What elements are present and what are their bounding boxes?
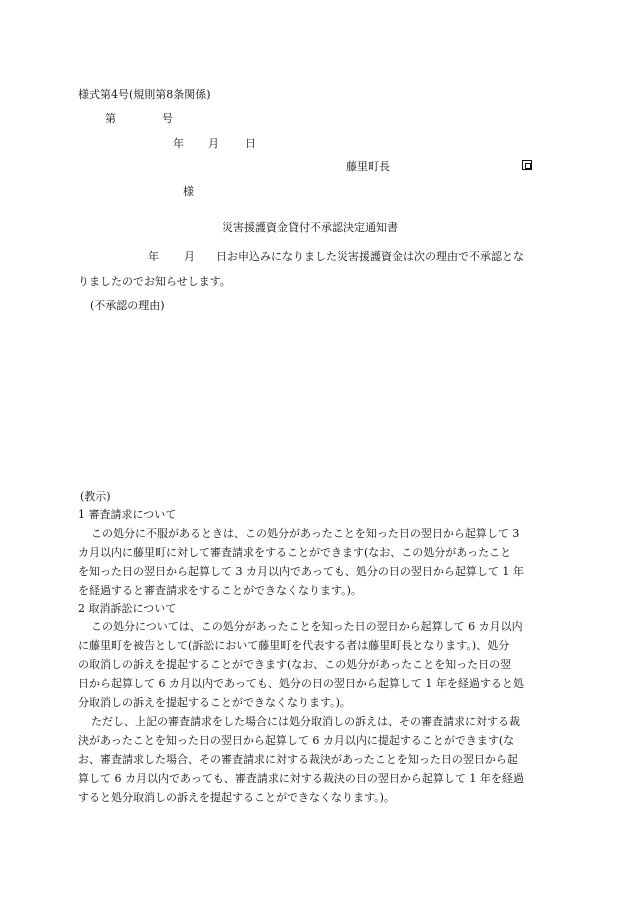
intro-year: 年 [148, 250, 159, 263]
sender-title: 藤里町長 [346, 160, 390, 173]
notice-heading: (教示) [80, 490, 111, 503]
section2-line: 決があったことを知った日の翌日から起算して 6 カ月以内に提起することができます(な [78, 734, 515, 747]
section2-line: この処分については、この処分があったことを知った日の翌日から起算して 6 カ月以内 [91, 620, 523, 633]
section2-line: 分取消しの訴えを提起することができなくなります。)。 [78, 696, 351, 709]
intro-month: 月 [184, 250, 195, 263]
section2-line: に藤里町を被告として(訴訟において藤里町を代表する者は藤里町長となります。)、処分 [78, 639, 510, 652]
date-month: 月 [208, 137, 219, 150]
number-prefix: 第 [105, 112, 116, 125]
section2-line: の取消しの訴えを提起することができます(なお、この処分があったことを知った日の翌 [78, 658, 512, 671]
section2-line: 日から起算して 6 カ月以内であっても、処分の日の翌日から起算して 1 年を経過すると処 [78, 677, 524, 690]
intro-line-2: りましたのでお知らせします。 [78, 275, 231, 288]
section2-line: 算して 6 カ月以内であっても、審査請求に対する裁決の日の翌日から起算して 1 年を経過 [78, 772, 524, 785]
section1-line: カ月以内に藤里町に対して審査請求をすることができます(なお、この処分があったこと [78, 546, 512, 559]
form-label: 様式第4号(規則第8条関係) [78, 88, 211, 101]
recipient-honorific: 様 [183, 185, 194, 198]
section1-line: を経過すると審査請求をすることができなくなります。)。 [78, 584, 362, 597]
section2-heading: 2 取消訴訟について [78, 602, 177, 615]
document-title: 災害援護資金貸付不承認決定通知書 [222, 221, 398, 234]
section2-line: すると処分取消しの訴えを提起することができなくなります。)。 [78, 791, 395, 804]
date-day: 日 [245, 137, 256, 150]
seal-icon [522, 160, 532, 170]
section1-line: この処分に不服があるときは、この処分があったことを知った日の翌日から起算して 3 [91, 527, 520, 540]
section2-line: ただし、上記の審査請求をした場合には処分取消しの訴えは、その審査請求に対する裁 [91, 715, 520, 728]
number-suffix: 号 [162, 112, 173, 125]
section1-line: を知った日の翌日から起算して 3 カ月以内であっても、処分の日の翌日から起算して 1 年 [78, 565, 524, 578]
intro-line-1: 日お申込みになりました災害援護資金は次の理由で不承認とな [216, 250, 524, 263]
date-year: 年 [173, 137, 184, 150]
section1-heading: 1 審査請求について [78, 508, 177, 521]
section2-line: お、審査請求した場合、その審査請求に対する裁決があったことを知った日の翌日から起 [78, 753, 518, 766]
reason-heading: (不承認の理由) [90, 299, 165, 312]
